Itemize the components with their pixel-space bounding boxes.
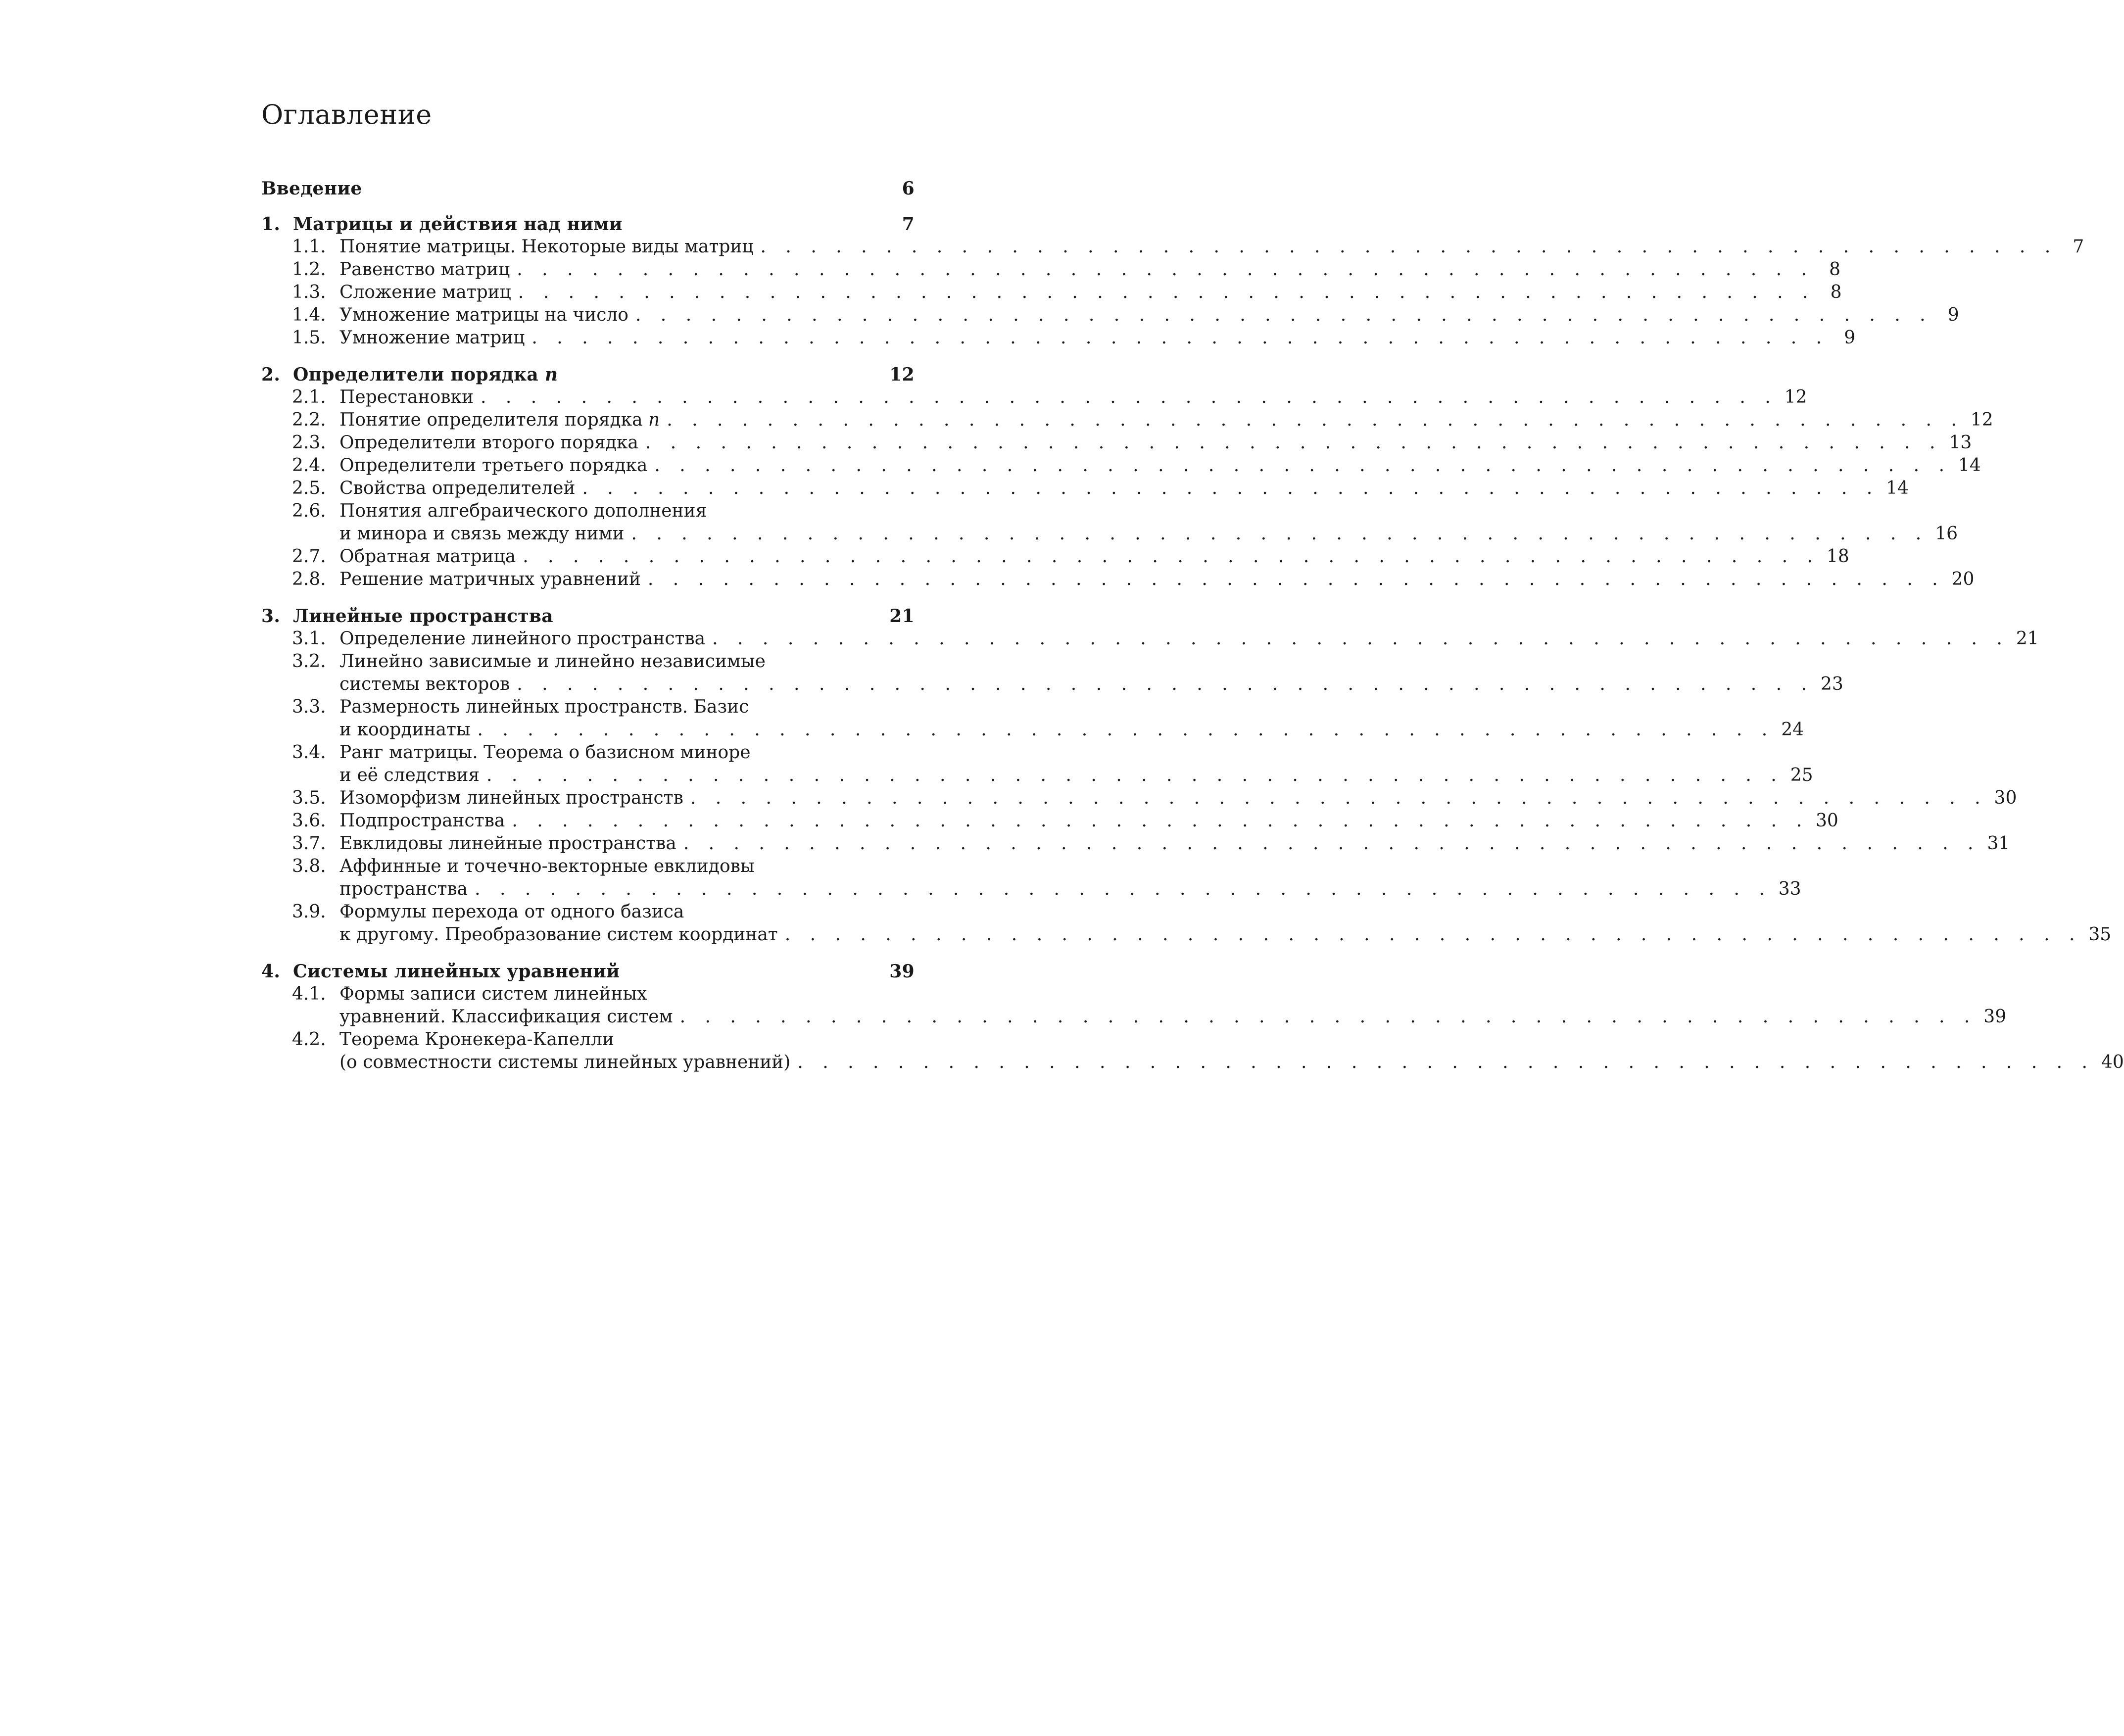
section-title: Понятия алгебраического дополнения <box>339 501 707 521</box>
toc-section-2-6-line-1[interactable] <box>261 500 915 523</box>
section-page: 24 <box>1781 720 1804 740</box>
section-title: Размерность линейных пространств. Базис <box>339 697 749 717</box>
section-number: 3.9. <box>292 902 326 922</box>
leader-dots: . . . . . . . . . . . . . . . . . . . . . . . . . . . . . . . . . . . . . . . . . . . . . . . . . . . . <box>477 720 1775 740</box>
leader-dots: . . . . . . . . . . . . . . . . . . . . . . . . . . . . . . . . . . . . . . . . . . . . . . . . . . . . <box>582 478 1880 498</box>
toc-section-3-7[interactable] <box>261 832 2010 855</box>
section-number: 2.3. <box>292 433 326 453</box>
section-number: 3.1. <box>292 628 326 649</box>
section-title: Изоморфизм линейных пространств <box>339 788 683 808</box>
section-title: Равенство матриц <box>339 259 510 280</box>
leader-dots: . . . . . . . . . . . . . . . . . . . . . . . . . . . . . . . . . . . . . . . . . . . . . . . . . . . . <box>481 387 1778 407</box>
leader-dots: . . . . . . . . . . . . . . . . . . . . . . . . . . . . . . . . . . . . . . . . . . . . . . . . . . . . <box>654 455 1952 476</box>
math-symbol: n <box>648 410 660 430</box>
toc-section-4-1-line-2[interactable] <box>339 1006 2007 1028</box>
section-page: 25 <box>1790 765 1813 785</box>
chapter-number: 1. <box>261 214 281 235</box>
toc-section-2-1[interactable] <box>261 386 1807 409</box>
leader-dots: . . . . . . . . . . . . . . . . . . . . . . . . . . . . . . . . . . . . . . . . . . . . . . . . . . . . <box>486 765 1784 785</box>
leader-dots: . . . . . . . . . . . . . . . . . . . . . . . . . . . . . . . . . . . . . . . . . . . . . . . . . . . . <box>512 811 1809 831</box>
section-title: Свойства определителей <box>339 478 576 498</box>
toc-section-2-3[interactable] <box>261 432 1972 454</box>
section-page: 8 <box>1830 282 1842 302</box>
leader-dots: . . . . . . . . . . . . . . . . . . . . . . . . . . . . . . . . . . . . . . . . . . . . . . . . . . . . <box>523 546 1820 567</box>
toc-section-3-3-line-1[interactable] <box>261 696 915 719</box>
section-number: 2.8. <box>292 569 326 589</box>
section-number: 1.2. <box>292 259 326 280</box>
chapter-page: 21 <box>889 606 915 627</box>
toc-section-3-3-line-2[interactable] <box>339 719 1804 741</box>
toc-section-2-6-line-2[interactable] <box>339 523 1958 545</box>
section-number: 1.3. <box>292 282 326 302</box>
section-page: 31 <box>1987 833 2010 854</box>
toc-section-2-8[interactable] <box>261 568 1975 591</box>
entry-page: 6 <box>902 178 915 199</box>
section-number: 3.5. <box>292 788 326 808</box>
toc-section-3-1[interactable] <box>261 627 2039 650</box>
toc-section-3-8-line-2[interactable] <box>339 878 1801 901</box>
section-number: 4.2. <box>292 1029 326 1050</box>
section-title: Умножение матриц <box>339 328 525 348</box>
section-number: 2.7. <box>292 546 326 567</box>
section-page: 13 <box>1949 433 1972 453</box>
section-number: 3.2. <box>292 651 326 672</box>
section-number: 1.4. <box>292 305 326 325</box>
section-page: 16 <box>1935 524 1958 544</box>
toc-chapter-3[interactable] <box>261 605 915 627</box>
section-page: 7 <box>2073 237 2084 257</box>
section-page: 35 <box>2088 924 2112 945</box>
section-title: Ранг матрицы. Теорема о базисном миноре <box>339 742 751 763</box>
section-title: Подпространства <box>339 811 505 831</box>
leader-dots: . . . . . . . . . . . . . . . . . . . . . . . . . . . . . . . . . . . . . . . . . . . . . . . . . . . . <box>667 410 1964 430</box>
chapters-list <box>261 213 2124 1074</box>
section-page: 33 <box>1778 879 1801 899</box>
section-title: Решение матричных уравнений <box>339 569 641 589</box>
section-title: Формулы перехода от одного базиса <box>339 902 684 922</box>
section-title: (о совместности системы линейных уравнений) <box>339 1052 791 1072</box>
section-page: 21 <box>2016 628 2039 649</box>
section-title: Сложение матриц <box>339 282 511 302</box>
section-page: 40 <box>2101 1052 2124 1072</box>
leader-dots: . . . . . . . . . . . . . . . . . . . . . . . . . . . . . . . . . . . . . . . . . . . . . . . . . . . . <box>531 328 1829 348</box>
section-page: 12 <box>1970 410 1993 430</box>
section-page: 20 <box>1951 569 1975 589</box>
section-title: к другому. Преобразование систем координат <box>339 924 778 945</box>
section-page: 18 <box>1826 546 1849 567</box>
section-number: 2.6. <box>292 501 326 521</box>
toc-section-4-1-line-1[interactable] <box>261 983 915 1006</box>
section-number: 2.2. <box>292 410 326 430</box>
chapter-title: Определители порядка n <box>293 364 558 385</box>
toc-section-2-7[interactable] <box>261 545 1849 568</box>
toc-section-2-5[interactable] <box>261 477 1909 500</box>
leader-dots: . . . . . . . . . . . . . . . . . . . . . . . . . . . . . . . . . . . . . . . . . . . . . . . . . . . . <box>784 924 2082 945</box>
leader-dots: . . . . . . . . . . . . . . . . . . . . . . . . . . . . . . . . . . . . . . . . . . . . . . . . . . . . <box>635 305 1932 325</box>
section-page: 12 <box>1784 387 1807 407</box>
chapter-number: 4. <box>261 961 281 982</box>
leader-dots: . . . . . . . . . . . . . . . . . . . . . . . . . . . . . . . . . . . . . . . . . . . . . . . . . . . . <box>645 433 1942 453</box>
toc-section-4-2-line-1[interactable] <box>261 1028 915 1051</box>
chapter-page: 12 <box>889 364 915 385</box>
section-title: Определители второго порядка <box>339 433 638 453</box>
chapter-number: 3. <box>261 606 281 627</box>
section-page: 30 <box>1816 811 1838 831</box>
section-number: 3.4. <box>292 742 326 763</box>
toc-heading: Оглавление <box>261 99 432 130</box>
toc-section-3-8-line-1[interactable] <box>261 855 915 878</box>
section-number: 4.1. <box>292 984 326 1004</box>
section-page: 30 <box>1994 788 2017 808</box>
section-page: 23 <box>1820 674 1843 694</box>
toc-section-3-6[interactable] <box>261 810 1838 832</box>
entry-title: Введение <box>261 178 362 199</box>
section-title: Аффинные и точечно-векторные евклидовы <box>339 856 755 876</box>
section-page: 9 <box>1844 328 1856 348</box>
chapter-page: 7 <box>902 214 915 235</box>
section-number: 2.1. <box>292 387 326 407</box>
toc-section-3-4-line-2[interactable] <box>339 764 1813 787</box>
toc-section-3-9-line-1[interactable] <box>261 901 915 923</box>
leader-dots: . . . . . . . . . . . . . . . . . . . . . . . . . . . . . . . . . . . . . . . . . . . . . . . . . . . . <box>647 569 1945 589</box>
section-title: Линейно зависимые и линейно независимые <box>339 651 766 672</box>
section-number: 2.5. <box>292 478 326 498</box>
toc-section-3-2-line-2[interactable] <box>339 673 1843 696</box>
leader-dots: . . . . . . . . . . . . . . . . . . . . . . . . . . . . . . . . . . . . . . . . . . . . . . . . . . . . <box>475 879 1772 899</box>
toc-chapter-2[interactable] <box>261 363 915 386</box>
toc-section-1-4[interactable] <box>261 304 1959 327</box>
leader-dots: . . . . . . . . . . . . . . . . . . . . . . . . . . . . . . . . . . . . . . . . . . . . . . . . . . . . <box>631 524 1929 544</box>
leader-dots: . . . . . . . . . . . . . . . . . . . . . . . . . . . . . . . . . . . . . . . . . . . . . . . . . . . . <box>683 833 1980 854</box>
toc-section-3-2-line-1[interactable] <box>261 650 915 673</box>
leader-dots: . . . . . . . . . . . . . . . . . . . . . . . . . . . . . . . . . . . . . . . . . . . . . . . . . . . . <box>690 788 1987 808</box>
section-title: и координаты <box>339 720 471 740</box>
section-title: Евклидовы линейные пространства <box>339 833 676 854</box>
section-title: Теорема Кронекера-Капелли <box>339 1029 614 1050</box>
table-of-contents <box>261 97 2124 1074</box>
section-title: Определители третьего порядка <box>339 455 648 476</box>
section-title: Обратная матрица <box>339 546 516 567</box>
toc-section-3-9-line-2[interactable] <box>339 923 2112 946</box>
chapter-title: Системы линейных уравнений <box>293 961 620 982</box>
chapter-page: 39 <box>889 961 915 982</box>
section-title: Понятие матрицы. Некоторые виды матриц <box>339 237 754 257</box>
section-title: Перестановки <box>339 387 474 407</box>
toc-chapter-1[interactable] <box>261 213 915 236</box>
section-number: 3.3. <box>292 697 326 717</box>
leader-dots: . . . . . . . . . . . . . . . . . . . . . . . . . . . . . . . . . . . . . . . . . . . . . . . . . . . . <box>517 259 1814 280</box>
section-number: 1.5. <box>292 328 326 348</box>
toc-section-1-5[interactable] <box>261 327 1856 349</box>
section-page: 14 <box>1886 478 1909 498</box>
section-number: 3.7. <box>292 833 326 854</box>
section-title: системы векторов <box>339 674 510 694</box>
section-title: Определение линейного пространства <box>339 628 706 649</box>
toc-entry-intro[interactable] <box>261 177 915 200</box>
toc-section-1-3[interactable] <box>261 281 1842 304</box>
leader-dots: . . . . . . . . . . . . . . . . . . . . . . . . . . . . . . . . . . . . . . . . . . . . . . . . . . . . <box>679 1007 1977 1027</box>
section-title: и её следствия <box>339 765 480 785</box>
chapter-title: Линейные пространства <box>293 606 553 627</box>
math-symbol: n <box>544 364 558 385</box>
section-number: 2.4. <box>292 455 326 476</box>
leader-dots: . . . . . . . . . . . . . . . . . . . . . . . . . . . . . . . . . . . . . . . . . . . . . . . . . . . . <box>518 282 1815 302</box>
toc-section-1-2[interactable] <box>261 258 1840 281</box>
section-number: 3.8. <box>292 856 326 876</box>
section-title: пространства <box>339 879 468 899</box>
toc-section-2-2[interactable] <box>261 409 1993 432</box>
toc-chapter-4[interactable] <box>261 960 915 983</box>
toc-section-3-5[interactable] <box>261 787 2017 810</box>
leader-dots: . . . . . . . . . . . . . . . . . . . . . . . . . . . . . . . . . . . . . . . . . . . . . . . . . . . . <box>517 674 1814 694</box>
section-title: Умножение матрицы на число <box>339 305 628 325</box>
section-title: и минора и связь между ними <box>339 524 625 544</box>
section-page: 8 <box>1829 259 1840 280</box>
section-number: 3.6. <box>292 811 326 831</box>
leader-dots: . . . . . . . . . . . . . . . . . . . . . . . . . . . . . . . . . . . . . . . . . . . . . . . . . . . . <box>797 1052 2094 1072</box>
leader-dots: . . . . . . . . . . . . . . . . . . . . . . . . . . . . . . . . . . . . . . . . . . . . . . . . . . . . <box>712 628 2009 649</box>
toc-section-4-2-line-2[interactable] <box>339 1051 2124 1074</box>
toc-section-3-4-line-1[interactable] <box>261 741 915 764</box>
section-page: 39 <box>1983 1007 2007 1027</box>
toc-section-2-4[interactable] <box>261 454 1981 477</box>
leader-dots: . . . . . . . . . . . . . . . . . . . . . . . . . . . . . . . . . . . . . . . . . . . . . . . . . . . . <box>760 237 2058 257</box>
section-title: уравнений. Классификация систем <box>339 1007 673 1027</box>
chapter-title: Матрицы и действия над ними <box>293 214 623 235</box>
chapter-number: 2. <box>261 364 281 385</box>
section-number: 1.1. <box>292 237 326 257</box>
section-title: Формы записи систем линейных <box>339 984 647 1004</box>
section-page: 14 <box>1958 455 1981 476</box>
toc-section-1-1[interactable] <box>261 236 2084 258</box>
section-page: 9 <box>1947 305 1959 325</box>
section-title: Понятие определителя порядка n <box>339 410 660 430</box>
